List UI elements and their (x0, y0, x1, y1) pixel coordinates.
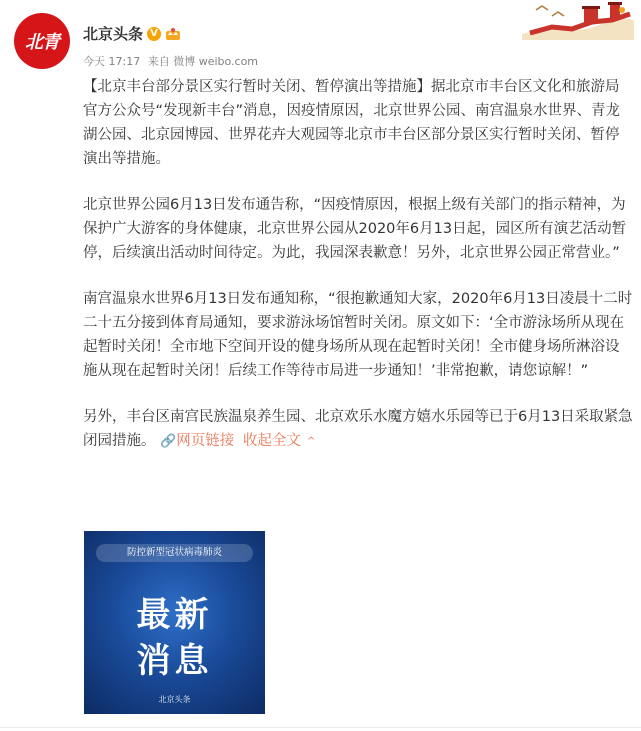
post-paragraph: 北京世界公园6月13日发布通告称，“因疫情原因，根据上级有关部门的指示精神，为保护广大游客的身体健康，北京世界公园从2020年6月13日起，园区所有演艺活动暂停，后续演出活动时间待定。为此，我园深表歉意！另外，北京世界公园正常营业。” (83, 197, 627, 261)
user-header (83, 23, 181, 44)
link-icon: 🔗 (160, 434, 177, 449)
image-headline-1: 最新 (136, 595, 213, 635)
post-paragraph-last (83, 405, 633, 455)
post-body (83, 75, 633, 477)
web-link[interactable]: 网页链接 (176, 433, 235, 449)
crown-badge-icon (165, 27, 181, 41)
post-time[interactable]: 今天 17:17 (83, 55, 141, 68)
post-paragraph-text: 另外，丰台区南宫民族温泉养生园、北京欢乐水魔方嬉水乐园等已于6月13日采取紧急闭园措施。 (83, 409, 633, 449)
great-wall-decoration-icon (522, 0, 634, 40)
image-headline-2: 消息 (136, 641, 213, 681)
avatar[interactable]: 北青 (14, 13, 70, 69)
chevron-up-icon[interactable]: ^ (306, 436, 316, 447)
image-banner: 防控新型冠状病毒肺炎 (96, 544, 253, 562)
user-name[interactable]: 北京头条 (83, 25, 144, 43)
news-image[interactable] (84, 531, 265, 714)
post-meta (83, 53, 262, 69)
post-source: 来自 微博 weibo.com (147, 55, 259, 68)
verified-icon: V (147, 27, 161, 41)
divider (0, 727, 641, 728)
collapse-button[interactable]: 收起全文 (242, 433, 301, 449)
post-paragraph: 南宫温泉水世界6月13日发布通知称，“很抱歉通知大家，2020年6月13日凌晨十二时二十五分接到体育局通知，要求游泳场馆暂时关闭。原文如下：‘全市游泳场所从现在起暂时关闭！全市地下空间开设的健身场所从现在起暂时关闭！全市健身场所淋浴设施从现在起暂时关闭！后续工作等待市局进一步通知！’非常抱歉，请您谅解！” (83, 291, 633, 379)
post-paragraph: 【北京丰台部分景区实行暂时关闭、暂停演出等措施】据北京市丰台区文化和旅游局官方公众号“发现新丰台”消息，因疫情原因，北京世界公园、南宫温泉水世界、青龙湖公园、北京园博园、世界花卉大观园等北京市丰台区部分景区实行暂时关闭、暂停演出等措施。 (83, 79, 621, 167)
image-signature: 北京头条 (158, 695, 191, 704)
